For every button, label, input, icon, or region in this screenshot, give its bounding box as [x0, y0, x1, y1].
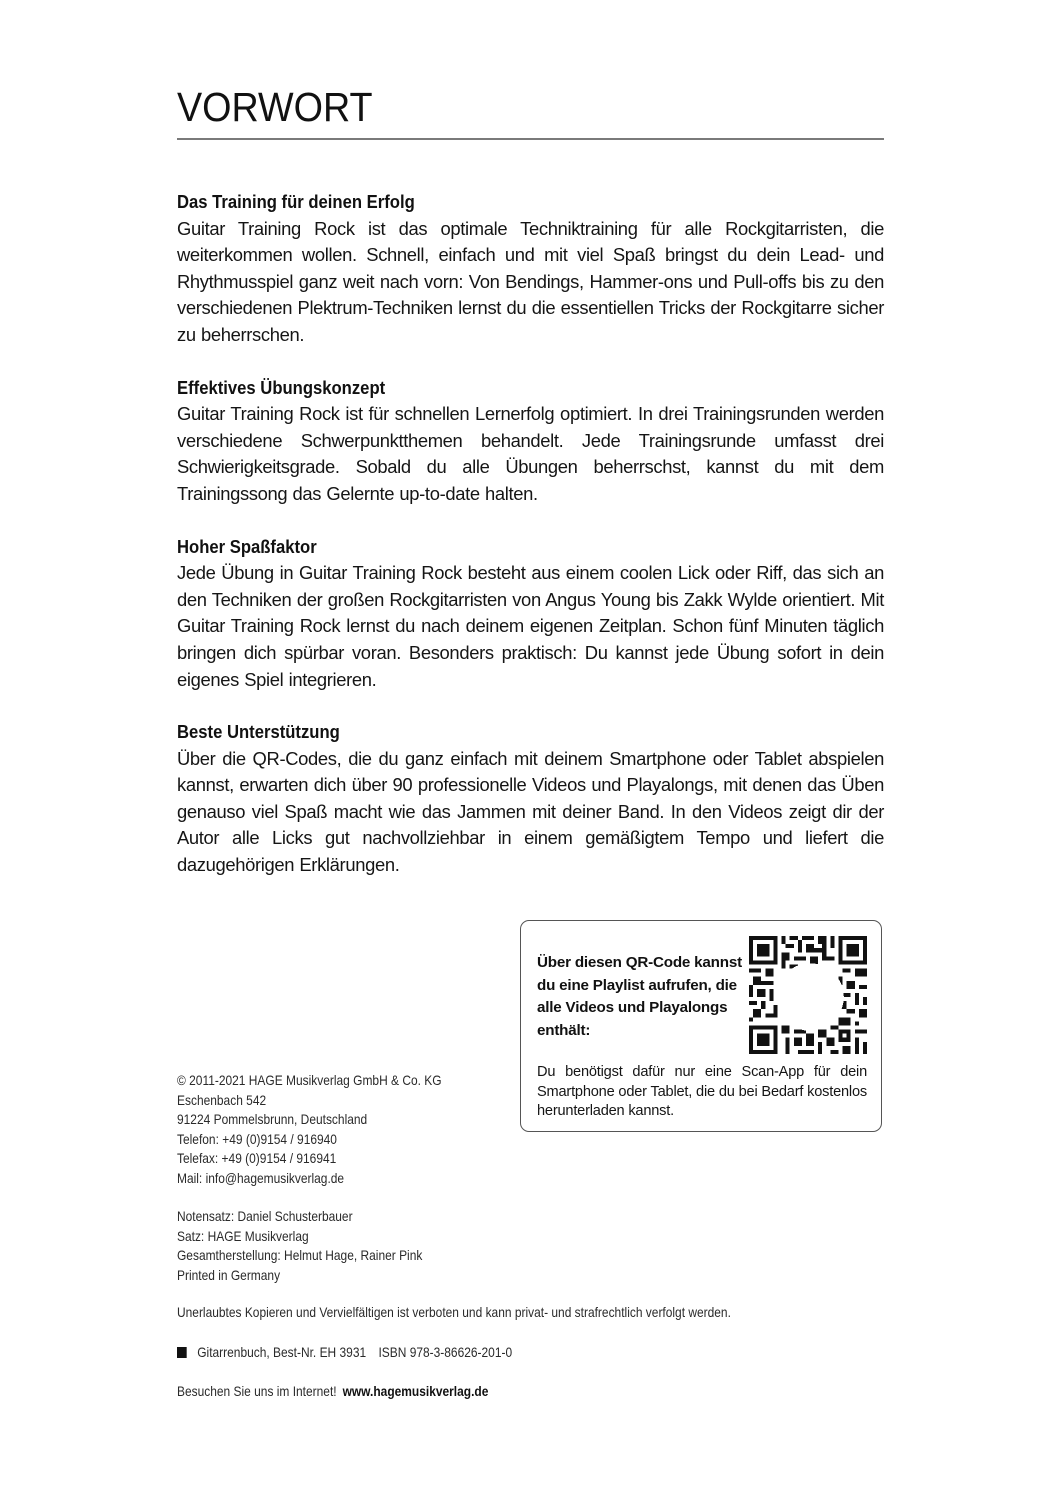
credit-printed: Printed in Germany	[177, 1267, 281, 1283]
section-fun-factor	[177, 534, 884, 694]
product-number: Gitarrenbuch, Best-Nr. EH 3931	[197, 1345, 367, 1360]
square-bullet-icon	[177, 1347, 187, 1358]
website-prefix: Besuchen Sie uns im Internet!	[177, 1384, 337, 1399]
isbn: ISBN 978-3-86626-201-0	[378, 1345, 513, 1360]
section-body: Guitar Training Rock ist für schnellen Lernerfolg optimiert. In drei Trainingsrunden werden verschiedene Schwerpunktthemen behandelt. Jede Trainingsrunde umfasst drei Schwierigkeitsgrade. Sobald du alle Übungen beherrschst, kannst du mit dem Trainingssong das Gelernte up-to-date halten.	[177, 403, 884, 504]
section-body: Jede Übung in Guitar Training Rock besteht aus einem coolen Lick oder Riff, das sich an den Techniken der großen Rockgitarristen von Angus Young bis Zakk Wylde orientiert. Mit Guitar Training Rock lernst du nach deinem eigenen Zeitplan. Schon fünf Minuten täglich bringen dich spürbar voran. Besonders praktisch: Du kannst jede Übung sofort in dein eigenes Spiel integrieren.	[177, 562, 884, 690]
address-city: 91224 Pommelsbrunn, Deutschland	[177, 1112, 368, 1128]
qr-info-box	[520, 920, 882, 1132]
fax-line: Telefax: +49 (0)9154 / 916941	[177, 1151, 337, 1167]
section-heading: Effektives Übungskonzept	[177, 376, 386, 398]
section-heading: Das Training für deinen Erfolg	[177, 191, 415, 212]
order-info	[177, 1345, 512, 1360]
email-line[interactable]: Mail: info@hagemusikverlag.de	[177, 1170, 345, 1186]
address-street: Eschenbach 542	[177, 1092, 267, 1108]
section-exercise-concept	[177, 375, 884, 508]
phone-line: Telefon: +49 (0)9154 / 916940	[177, 1131, 337, 1147]
credit-notation: Notensatz: Daniel Schusterbauer	[177, 1209, 353, 1224]
title-divider	[177, 138, 884, 140]
publisher-imprint	[177, 1071, 442, 1189]
section-body: Über die QR-Codes, die du ganz einfach mit deinem Smartphone oder Tablet abspielen kannst, erwarten dich über 90 professionelle Videos und Playalongs, mit denen das Üben genauso viel Spaß macht wie das Jammen mit deiner Band. In den Videos zeigt dir der Autor alle Licks gut nachvollziehbar in einem gemäßigtem Tempo und liefert die dazugehörigen Erklärungen.	[177, 747, 884, 876]
qr-headline: Über diesen QR-Code kannst du eine Playlist aufrufen, die alle Videos und Playalongs enthält:	[537, 954, 742, 1039]
credit-production: Gesamtherstellung: Helmut Hage, Rainer Pink	[177, 1248, 423, 1264]
website-line	[177, 1384, 488, 1399]
section-body: Guitar Training Rock ist das optimale Techniktraining für alle Rockgitarristen, die weiterkommen wollen. Schnell, einfach und mit viel Spaß bringst du dein Lead- und Rhythmusspiel ganz weit nach vorn: Von Bendings, Hammer-ons und Pull-offs bis zu den verschiedenen Plektrum-Techniken lernst du die essentiellen Tricks der Rockgitarre sicher zu beherrschen.	[177, 217, 884, 345]
section-heading: Hoher Spaßfaktor	[177, 535, 317, 557]
legal-notice: Unerlaubtes Kopieren und Vervielfältigen ist verboten und kann privat- und strafrechtlich verfolgt werden.	[177, 1305, 731, 1320]
page-title: VORWORT	[177, 84, 373, 130]
section-best-support	[177, 719, 884, 879]
section-heading: Beste Unterstützung	[177, 721, 340, 743]
credit-typesetting: Satz: HAGE Musikverlag	[177, 1228, 309, 1244]
section-training-success	[177, 189, 884, 349]
copyright-line: © 2011-2021 HAGE Musikverlag GmbH & Co. KG	[177, 1073, 442, 1088]
qr-note: Du benötigst dafür nur eine Scan-App für dein Smartphone oder Tablet, die du bei Bedarf kostenlos herunterladen kannst.	[537, 1064, 867, 1119]
website-link[interactable]: www.hagemusikverlag.de	[342, 1384, 489, 1399]
qr-code-icon[interactable]	[749, 935, 867, 1055]
foreword-content	[177, 189, 884, 905]
production-credits	[177, 1207, 422, 1285]
